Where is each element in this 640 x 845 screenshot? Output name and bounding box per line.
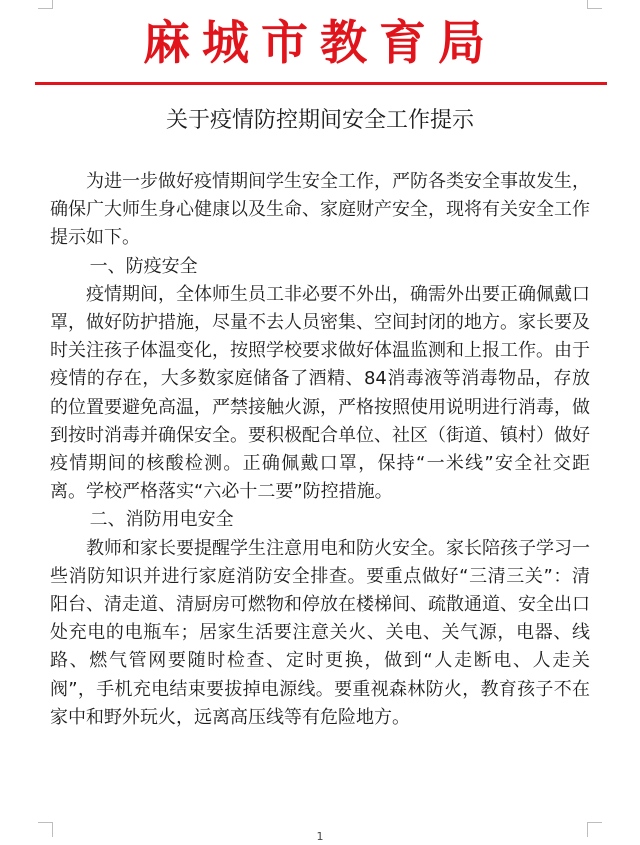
masthead-red-line [35, 82, 607, 85]
section-heading: 一、防疫安全 [89, 255, 198, 277]
masthead: 麻城市教育局 [143, 16, 497, 71]
crop-mark-top-left [38, 0, 53, 9]
page-number: 1 [316, 830, 324, 843]
intro-paragraph: 为进一步做好疫情期间学生安全工作，严防各类安全事故发生，确保广大师生身心健康以及生命、家庭财产安全，现将有关安全工作提示如下。 [50, 171, 590, 249]
crop-mark-top-right [587, 0, 602, 9]
document-title: 关于疫情防控期间安全工作提示 [165, 108, 474, 133]
section-paragraph: 教师和家长要提醒学生注意用电和防火安全。家长陪孩子学习一些消防知识并进行家庭消防安全排查。要重点做好“三清三关”：清阳台、清走道、清厨房可燃物和停放在楼梯间、疏散通道、安全出口处充电的电瓶车；居家生活要注意关火、关电、关气源，电器、线路、燃气管网要随时检查、定时更换，做到“人走断电、人走关阀”，手机充电结束要拔掉电源线。要重视森林防火，教育孩子不在家中和野外玩火，远离高压线等有危险地方。 [50, 537, 590, 728]
section-heading: 二、消防用电安全 [89, 509, 234, 531]
document-body [50, 168, 590, 732]
section-paragraph: 疫情期间，全体师生员工非必要不外出，确需外出要正确佩戴口罩，做好防护措施，尽量不去人员密集、空间封闭的地方。家长要及时关注孩子体温变化，按照学校要求做好体温监测和上报工作。由于疫情的存在，大多数家庭储备了酒精、84消毒液等消毒物品，存放的位置要避免高温，严禁接触火源，严格按照使用说明进行消毒，做到按时消毒并确保安全。要积极配合单位、社区（街道、镇村）做好疫情期间的核酸检测。正确佩戴口罩，保持“一米线”安全社交距离。学校严格落实“六必十二要”防控措施。 [50, 283, 590, 503]
